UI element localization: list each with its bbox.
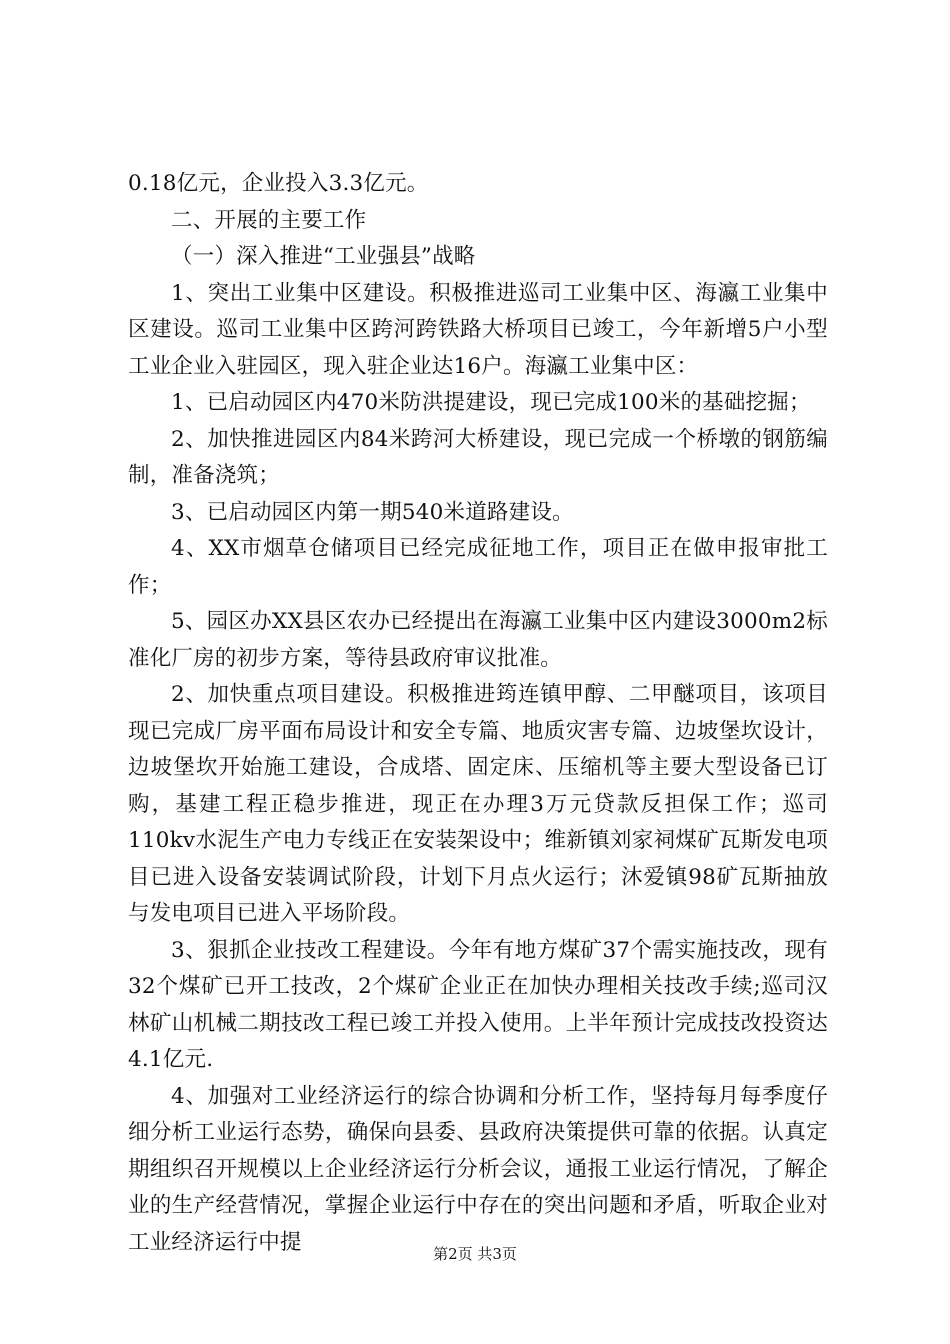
section-heading: 二、开展的主要工作 — [171, 207, 367, 233]
paragraph-continuation: 0.18亿元，企业投入3.3亿元。 — [128, 171, 429, 196]
list-item-5: 5、园区办XX县区农办已经提出在海瀛工业集中区内建设3000m2标准化厂房的初步方案，等待县政府审议批准。 — [128, 609, 828, 671]
paragraph-key-projects: 2、加快重点项目建设。积极推进筠连镇甲醇、二甲醚项目，该项目现已完成厂房平面布局设计和安全专篇、地质灾害专篇、边坡堡坎设计，边坡堡坎开始施工建设，合成塔、固定床、压缩机等主要大型设备已订购，基建工程正稳步推进，现正在办理3万元贷款反担保工作；巡司110kv水泥生产电力专线正在安装架设中；维新镇刘家祠煤矿瓦斯发电项目已进入设备安装调试阶段，计划下月点火运行；沐爱镇98矿瓦斯抽放与发电项目已进入平场阶段。 — [128, 682, 828, 926]
list-item-1: 1、已启动园区内470米防洪提建设，现已完成100米的基础挖掘； — [171, 390, 811, 415]
list-item-2: 2、加快推进园区内84米跨河大桥建设，现已完成一个桥墩的钢筋编制，准备浇筑； — [128, 426, 828, 488]
paragraph-industrial-zone: 1、突出工业集中区建设。积极推进巡司工业集中区、海瀛工业集中区建设。巡司工业集中区跨河跨铁路大桥项目已竣工，今年新增5户小型工业企业入驻园区，现入驻企业达16户。海瀛工业集中区： — [128, 280, 828, 379]
list-item-4: 4、XX市烟草仓储项目已经完成征地工作，项目正在做申报审批工作； — [128, 536, 828, 598]
page-footer: 第2页 共3页 — [433, 1245, 517, 1263]
list-item-3: 3、已启动园区内第一期540米道路建设。 — [171, 499, 574, 525]
paragraph-tech-upgrade: 3、狠抓企业技改工程建设。今年有地方煤矿37个需实施技改，现有32个煤矿已开工技改，2个煤矿企业正在加快办理相关技改手续;巡司汉林矿山机械二期技改工程已竣工并投入使用。上半年预计完成技改投资达4.1亿元. — [128, 937, 828, 1072]
subsection-heading: （一）深入推进“工业强县”战略 — [171, 244, 476, 269]
document-body — [128, 166, 828, 1261]
paragraph-economic-analysis: 4、加强对工业经济运行的综合协调和分析工作，坚持每月每季度仔细分析工业运行态势，确保向县委、县政府决策提供可靠的依据。认真定期组织召开规模以上企业经济运行分析会议，通报工业运行情况，了解企业的生产经营情况，掌握企业运行中存在的突出问题和矛盾，听取企业对工业经济运行中提 — [128, 1083, 828, 1255]
